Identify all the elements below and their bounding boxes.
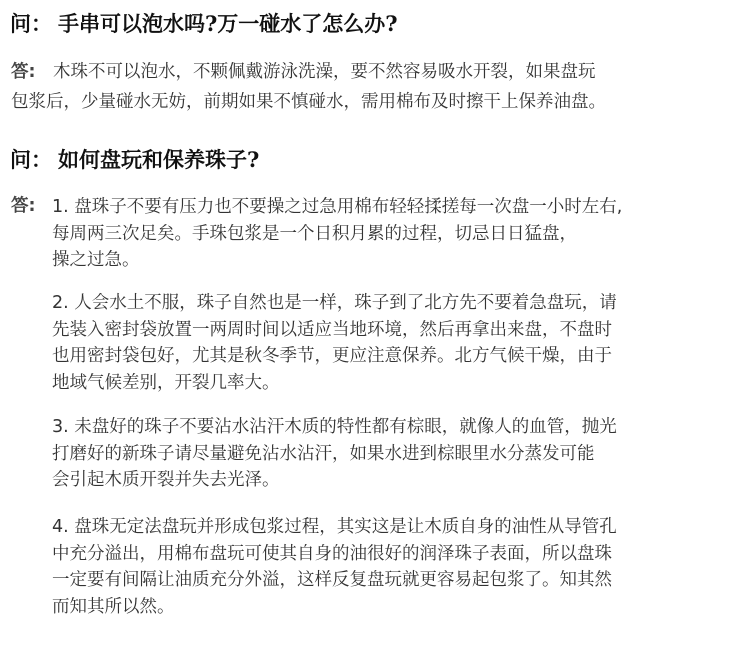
paragraph-line: 3. 未盘好的珠子不要沾水沾汗木质的特性都有棕眼，就像人的血管，抛光	[52, 417, 617, 437]
paragraph-line: 中充分溢出，用棉布盘玩可使其自身的油很好的润泽珠子表面，所以盘珠	[52, 543, 612, 564]
answer-1-line-1: 木珠不可以泡水，不颗佩戴游泳洗澡，要不然容易吸水开裂，如果盘玩	[53, 62, 596, 82]
question-1-label: 问：	[10, 11, 52, 36]
answer-2-paragraph-2	[52, 290, 742, 396]
paragraph-line: 2. 人会水土不服，珠子自然也是一样，珠子到了北方先不要着急盘玩，请	[52, 293, 617, 313]
paragraph-line: 一定要有间隔让油质充分外溢，这样反复盘玩就更容易起包浆了。知其然	[52, 570, 612, 590]
answer-1-line-2: 包浆后，少量碰水无妨，前期如果不慎碰水，需用棉布及时擦干上保养油盘。	[11, 92, 606, 112]
paragraph-line: 4. 盘珠无定法盘玩并形成包浆过程，其实这是让木质自身的油性从导管孔	[52, 517, 617, 537]
question-2	[10, 147, 259, 173]
paragraph-line: 会引起木质开裂并失去光泽。	[52, 470, 280, 490]
question-2-text: 如何盘玩和保养珠子?	[58, 147, 260, 172]
paragraph-line: 而知其所以然。	[52, 596, 175, 617]
paragraph-line: 也用密封袋包好，尤其是秋冬季节，更应注意保养。北方气候干燥，由于	[52, 346, 612, 366]
answer-2-paragraph-4	[52, 514, 742, 620]
question-1	[10, 11, 398, 37]
question-2-label: 问：	[10, 147, 52, 172]
question-1-text: 手串可以泡水吗?万一碰水了怎么办?	[58, 11, 398, 36]
paragraph-line: 地域气候差别，开裂几率大。	[52, 372, 280, 393]
paragraph-line: 每周两三次足矣。手珠包浆是一个日积月累的过程，切忌日日猛盘，	[52, 223, 577, 244]
answer-1-label: 答:	[11, 62, 36, 82]
paragraph-line: 打磨好的新珠子请尽量避免沾水沾汗，如果水进到棕眼里水分蒸发可能	[52, 443, 595, 464]
answer-2-label: 答:	[11, 196, 36, 216]
paragraph-line: 先装入密封袋放置一两周时间以适应当地环境，然后再拿出来盘，不盘时	[52, 319, 612, 340]
answer-2-paragraph-3	[52, 414, 742, 494]
answer-2-paragraph-1	[52, 194, 742, 274]
paragraph-line: 1. 盘珠子不要有压力也不要操之过急用棉布轻轻揉搓每一次盘一小时左右,	[52, 197, 623, 217]
paragraph-line: 操之过急。	[52, 250, 140, 270]
